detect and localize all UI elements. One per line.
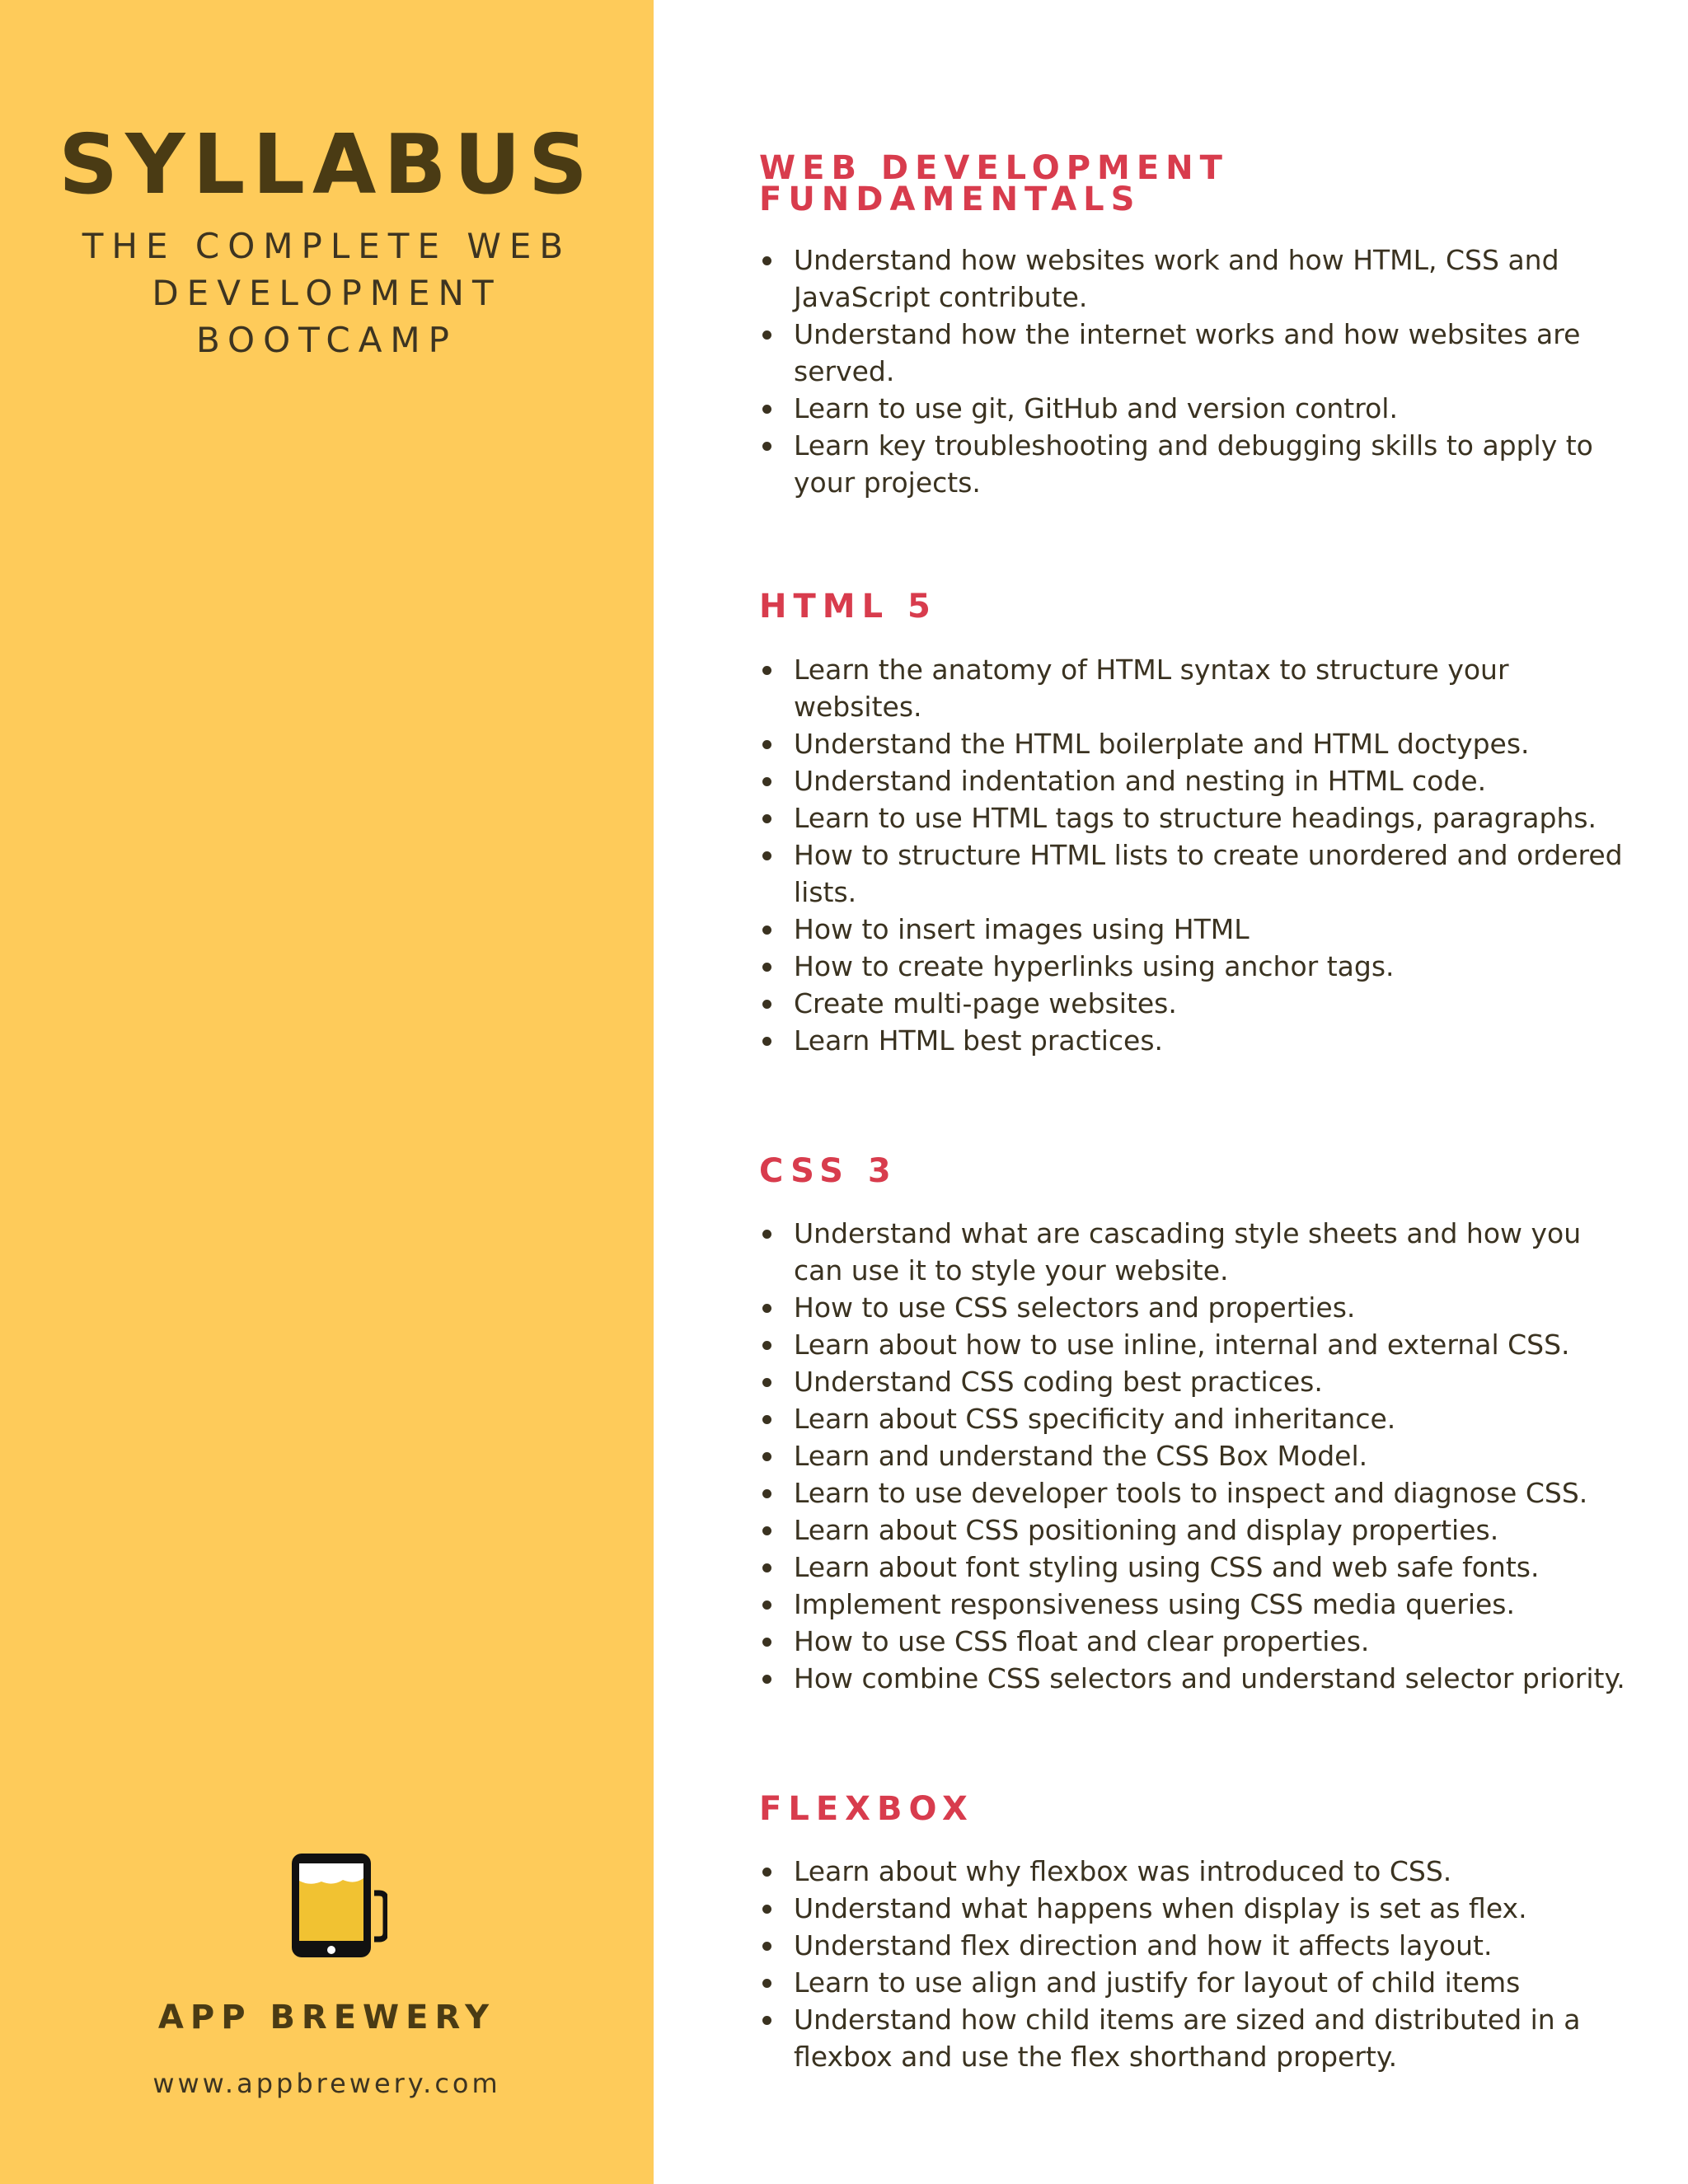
list-item: How to use CSS float and clear properties. [759, 1623, 1633, 1660]
list-item: Learn about font styling using CSS and web safe fonts. [759, 1549, 1633, 1586]
list-item: Understand the HTML boilerplate and HTML doctypes. [759, 725, 1633, 762]
list-item: Understand what happens when display is set as flex. [759, 1890, 1633, 1927]
topic-list [759, 651, 1633, 1059]
section-heading [759, 1152, 1633, 1190]
brand-name: APP BREWERY [157, 1999, 496, 2036]
subtitle-line: BOOTCAMP [195, 320, 457, 360]
list-item: Understand CSS coding best practices. [759, 1363, 1633, 1400]
list-item: Understand how the internet works and how websites are served. [759, 316, 1633, 390]
list-item: How to structure HTML lists to create unordered and ordered lists. [759, 837, 1633, 911]
list-item: Learn about CSS specificity and inheritance. [759, 1400, 1633, 1437]
list-item: Understand what are cascading style sheets and how you can use it to style your website. [759, 1215, 1633, 1289]
heading-line: HTML 5 [759, 588, 937, 626]
list-item: How to insert images using HTML [759, 911, 1633, 948]
subtitle-line: DEVELOPMENT [152, 273, 502, 313]
list-item: Learn about how to use inline, internal and external CSS. [759, 1326, 1633, 1363]
list-item: Learn key troubleshooting and debugging skills to apply to your projects. [759, 427, 1633, 501]
list-item: Learn to use developer tools to inspect and diagnose CSS. [759, 1474, 1633, 1511]
section-css3 [759, 1152, 1633, 1694]
section-heading [759, 588, 1633, 626]
list-item: Learn and understand the CSS Box Model. [759, 1437, 1633, 1474]
list-item: How to create hyperlinks using anchor tags. [759, 948, 1633, 985]
list-item: Implement responsiveness using CSS media queries. [759, 1586, 1633, 1623]
heading-line: FLEXBOX [759, 1790, 974, 1828]
list-item: Understand indentation and nesting in HTML code. [759, 762, 1633, 799]
section-heading [759, 149, 1633, 218]
list-item: Understand flex direction and how it affects layout. [759, 1927, 1633, 1964]
heading-line: CSS 3 [759, 1152, 898, 1190]
section-heading [759, 1790, 1633, 1828]
subtitle-line: THE COMPLETE WEB [82, 226, 572, 266]
page-title: SYLLABUS [59, 116, 595, 213]
section-flexbox [759, 1790, 1633, 2073]
list-item: Learn the anatomy of HTML syntax to structure your websites. [759, 651, 1633, 725]
website-url: www.appbrewery.com [152, 2068, 501, 2099]
list-item: Learn about CSS positioning and display properties. [759, 1511, 1633, 1549]
list-item: Understand how child items are sized and distributed in a flexbox and use the flex shorthand property. [759, 2001, 1633, 2075]
list-item: Understand how websites work and how HTML, CSS and JavaScript contribute. [759, 241, 1633, 316]
topic-list [759, 1853, 1633, 2075]
list-item: Create multi-page websites. [759, 985, 1633, 1022]
list-item: Learn to use HTML tags to structure headings, paragraphs. [759, 799, 1633, 837]
sidebar [0, 0, 654, 2184]
list-item: How combine CSS selectors and understand selector priority. [759, 1660, 1633, 1697]
heading-line: WEB DEVELOPMENT [759, 149, 1229, 187]
list-item: Learn about why flexbox was introduced to CSS. [759, 1853, 1633, 1890]
section-web-development-fundamentals [759, 149, 1633, 499]
topic-list [759, 241, 1633, 501]
section-html5 [759, 588, 1633, 1057]
course-subtitle [0, 223, 654, 363]
list-item: How to use CSS selectors and properties. [759, 1289, 1633, 1326]
list-item: Learn HTML best practices. [759, 1022, 1633, 1059]
list-item: Learn to use align and justify for layout of child items [759, 1964, 1633, 2001]
heading-line: FUNDAMENTALS [759, 180, 1142, 218]
topic-list [759, 1215, 1633, 1697]
list-item: Learn to use git, GitHub and version control. [759, 390, 1633, 427]
phone-beer-mug-icon [288, 1850, 387, 1961]
